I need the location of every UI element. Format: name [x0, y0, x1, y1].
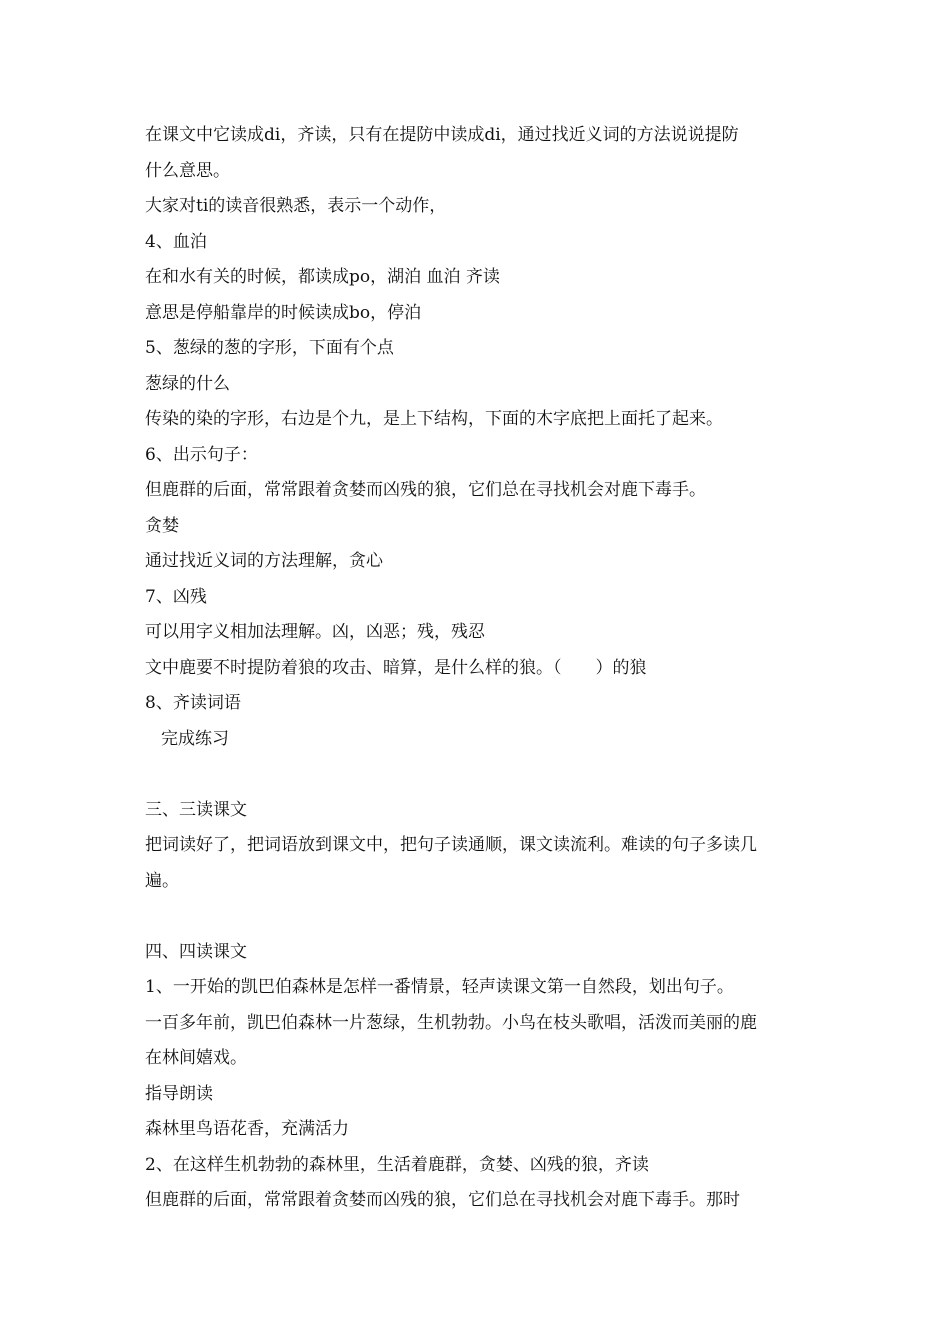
text-line: 贪婪: [145, 515, 179, 536]
text-line: 传染的染的字形，右边是个九，是上下结构，下面的木字底把上面托了起来。: [145, 409, 723, 429]
section-heading: 三、三读课文: [145, 799, 247, 820]
text-line: 但鹿群的后面，常常跟着贪婪而凶残的狼，它们总在寻找机会对鹿下毒手。: [145, 480, 706, 500]
list-item-heading: 5、葱绿的葱的字形，下面有个点: [145, 338, 394, 358]
list-item-heading: 4、血泊: [145, 231, 207, 252]
section-heading: 四、四读课文: [145, 941, 247, 962]
list-item-heading: 7、凶残: [145, 586, 207, 607]
text-line: 把词读好了，把词语放到课文中，把句子读通顺，课文读流利。难读的句子多读几: [145, 835, 757, 855]
text-line: 遍。: [145, 870, 179, 891]
text-line: 通过找近义词的方法理解，贪心: [145, 551, 383, 571]
list-item-heading: 8、齐读词语: [145, 693, 241, 713]
list-item-heading: 6、出示句子：: [145, 444, 258, 465]
text-line: 什么意思。: [145, 160, 230, 181]
text-line: 完成练习: [161, 728, 229, 749]
text-line: 大家对ti的读音很熟悉，表示一个动作，: [145, 196, 447, 216]
text-line: 指导朗读: [145, 1083, 213, 1104]
text-line: 可以用字义相加法理解。凶，凶恶；残，残忍: [145, 622, 485, 642]
text-line: 在林间嬉戏。: [145, 1048, 247, 1068]
document-body: [145, 118, 815, 1219]
list-item-heading: 1、一开始的凯巴伯森林是怎样一番情景，轻声读课文第一自然段，划出句子。: [145, 977, 734, 997]
text-line: 在课文中它读成di，齐读，只有在提防中读成di，通过找近义词的方法说说提防: [145, 125, 739, 145]
text-line: 在和水有关的时候，都读成po，湖泊 血泊 齐读: [145, 267, 500, 287]
text-line: 一百多年前，凯巴伯森林一片葱绿，生机勃勃。小鸟在枝头歌唱，活泼而美丽的鹿: [145, 1012, 757, 1033]
list-item-heading: 2、在这样生机勃勃的森林里，生活着鹿群，贪婪、凶残的狼，齐读: [145, 1154, 649, 1175]
text-line: 文中鹿要不时提防着狼的攻击、暗算，是什么样的狼。（ ）的狼: [145, 657, 647, 678]
text-line: 但鹿群的后面，常常跟着贪婪而凶残的狼，它们总在寻找机会对鹿下毒手。那时: [145, 1190, 740, 1210]
blank-line: [145, 899, 815, 935]
text-line: 森林里鸟语花香，充满活力: [145, 1119, 349, 1139]
text-line: 意思是停船靠岸的时候读成bo，停泊: [145, 302, 422, 323]
blank-line: [145, 757, 815, 793]
text-line: 葱绿的什么: [145, 373, 230, 394]
